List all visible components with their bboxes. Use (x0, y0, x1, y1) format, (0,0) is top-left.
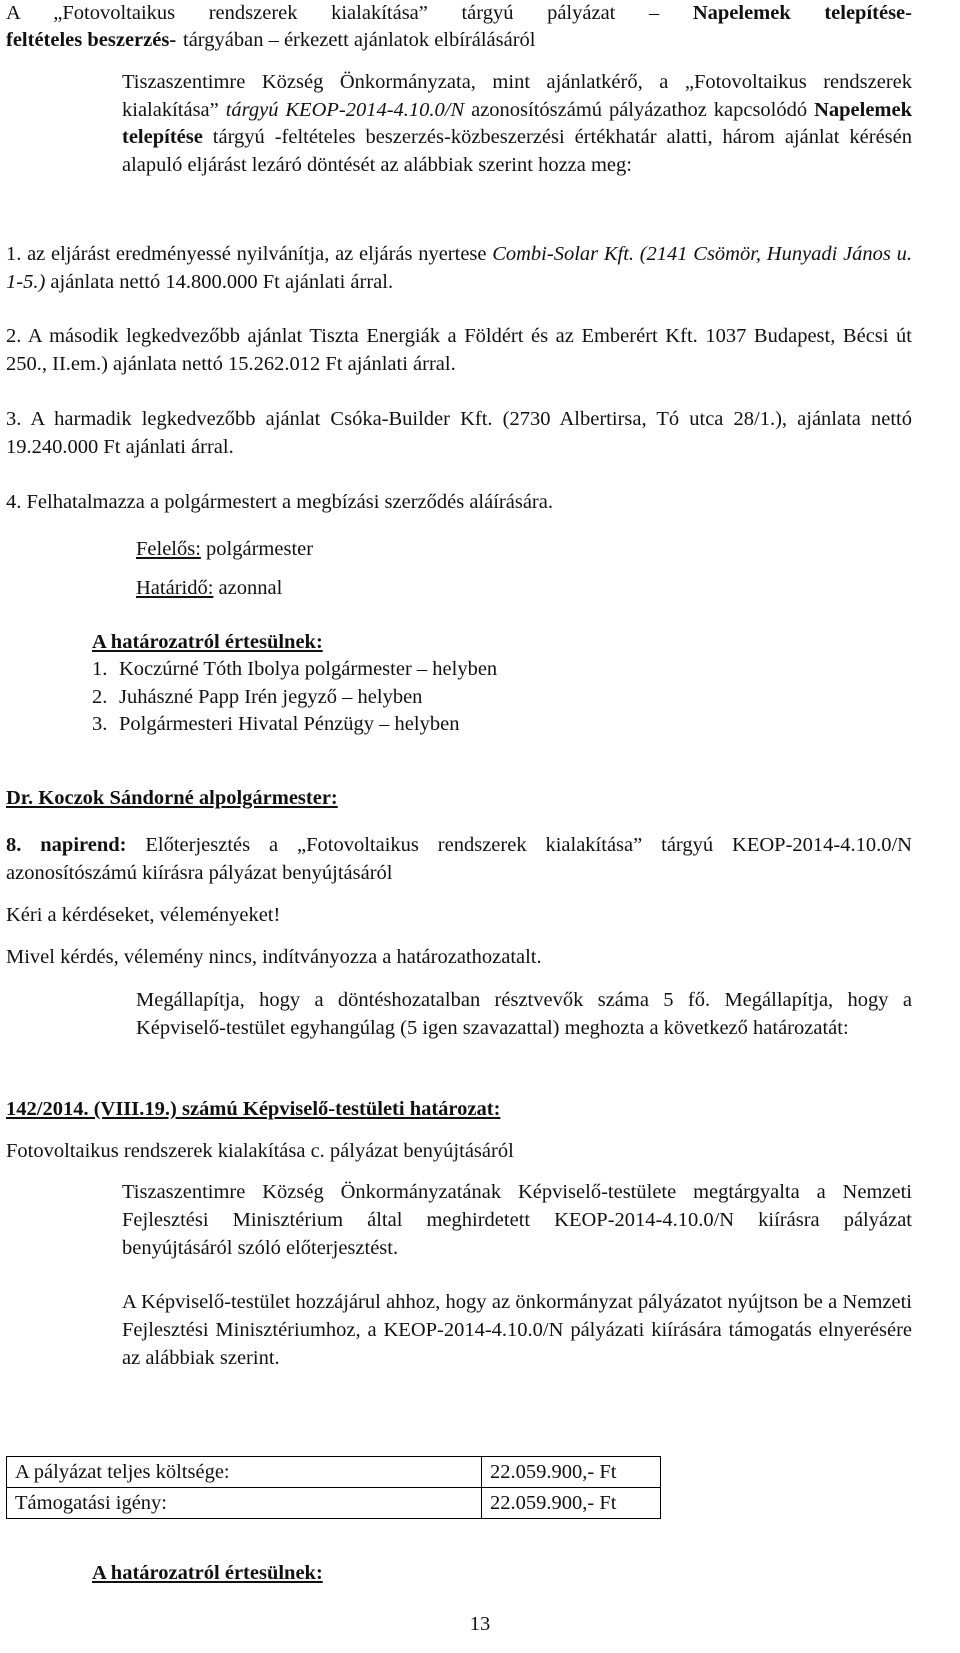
list-item: 3. Polgármesteri Hivatal Pénzügy – helyben (92, 713, 460, 735)
resolution-paragraph-1: Tiszaszentimre Község Önkormányzatának Képviselő-testülete megtárgyalta a Nemzeti Fejlesztési Minisztérium által meghirdetett KEOP-2014-4.10.0/N kiírásra pályázat benyújtásáról szóló előterjesztést. (122, 1181, 912, 1259)
cost-label: Támogatási igény: (7, 1488, 482, 1519)
table-row (7, 1488, 661, 1519)
cost-table (6, 1456, 661, 1519)
decision-item-2: 2. A második legkedvezőbb ajánlat Tiszta Energiák a Földért és az Emberért Kft. 1037 Budapest, Bécsi út 250., II.em.) ajánlata nettó 15.262.012 Ft ajánlati árral. (6, 325, 912, 375)
responsible-label: Felelős: (136, 538, 201, 560)
agenda-number: 8. napirend: (6, 834, 127, 856)
motion-line: Mivel kérdés, vélemény nincs, indítványozza a határozathozatalt. (6, 946, 542, 968)
notified-list (92, 656, 852, 739)
cost-value: 22.059.900,- Ft (482, 1488, 661, 1519)
decision-item-1: 1. az eljárást eredményessé nyilvánítja, az eljárás nyertese Combi-Solar Kft. (2141 Csömör, Hunyadi János u. 1-5.) ajánlata nettó 14.800.000 Ft ajánlati árral. (6, 243, 912, 293)
list-item: 1. Koczúrné Tóth Ibolya polgármester – helyben (92, 658, 498, 680)
cost-value: 22.059.900,- Ft (482, 1457, 661, 1488)
speaker-heading: Dr. Koczok Sándorné alpolgármester: (6, 787, 338, 809)
decision-heading-line-1 (6, 0, 912, 28)
project-title: Napelemek telepítése (122, 98, 912, 148)
resolution-subject: Fotovoltaikus rendszerek kialakítása c. pályázat benyújtásáról (6, 1140, 514, 1162)
deadline-line: Határidő: azonnal (136, 577, 283, 599)
list-item: 2. Juhászné Papp Irén jegyző – helyben (92, 685, 423, 708)
page-number: 13 (469, 1613, 491, 1635)
notified-heading-2: A határozatról értesülnek: (92, 1562, 323, 1584)
agenda-item: 8. napirend: Előterjesztés a „Fotovoltaikus rendszerek kialakítása” tárgyú KEOP-2014-4.10.0/N azonosítószámú kiírásra pályázat benyújtásáról (6, 834, 912, 884)
request-line: Kéri a kérdéseket, véleményeket! (6, 904, 281, 926)
decision-item-3: 3. A harmadik legkedvezőbb ajánlat Csóka-Builder Kft. (2730 Albertirsa, Tó utca 28/1.), ajánlata nettó 19.240.000 Ft ajánlati árral. (6, 408, 912, 458)
decision-item-4: 4. Felhatalmazza a polgármestert a megbízási szerződés aláírására. (6, 491, 553, 513)
heading-text: A „Fotovoltaikus rendszerek kialakítása” tárgyú pályázat – (6, 2, 693, 24)
winner-name: Combi-Solar Kft. (2141 Csömör, Hunyadi János u. 1-5.) (6, 243, 912, 293)
resolution-paragraph-2: A Képviselő-testület hozzájárul ahhoz, hogy az önkormányzat pályázatot nyújtson be a Nemzeti Fejlesztési Minisztériumhoz, a KEOP-2014-4.10.0/N pályázati kiírására támogatás elnyerésére az alábbiak szerint. (122, 1291, 912, 1369)
deadline-label: Határidő: (136, 577, 214, 599)
heading-bold-text: Napelemek telepítése- (692, 2, 912, 24)
table-row (7, 1457, 661, 1488)
heading-bold-text: feltételes beszerzés- (6, 29, 177, 51)
heading-text: tárgyában – érkezett ajánlatok elbírálásáról (177, 29, 536, 51)
decision-heading-line-2 (6, 27, 912, 55)
resolution-title: 142/2014. (VIII.19.) számú Képviselő-testületi határozat: (6, 1098, 501, 1120)
notified-heading: A határozatról értesülnek: (92, 631, 323, 653)
project-id: tárgyú KEOP-2014-4.10.0/N (218, 98, 465, 121)
vote-paragraph: Megállapítja, hogy a döntéshozatalban résztvevők száma 5 fő. Megállapítja, hogy a Képviselő-testület egyhangúlag (5 igen szavazattal) meghozta a következő határozatát: (136, 989, 912, 1039)
intro-paragraph: Tiszaszentimre Község Önkormányzata, mint ajánlatkérő, a „Fotovoltaikus rendszerek kialakítása” tárgyú KEOP-2014-4.10.0/N azonosítószámú pályázathoz kapcsolódó Napelemek telepítése tárgyú -feltételes beszerzés-közbeszerzési értékhatár alatti, három ajánlat kérésén alapuló eljárást lezáró döntését az alábbiak szerint hozza meg: (122, 71, 912, 176)
responsible-line: Felelős: polgármester (136, 538, 314, 560)
cost-label: A pályázat teljes költsége: (7, 1457, 482, 1488)
